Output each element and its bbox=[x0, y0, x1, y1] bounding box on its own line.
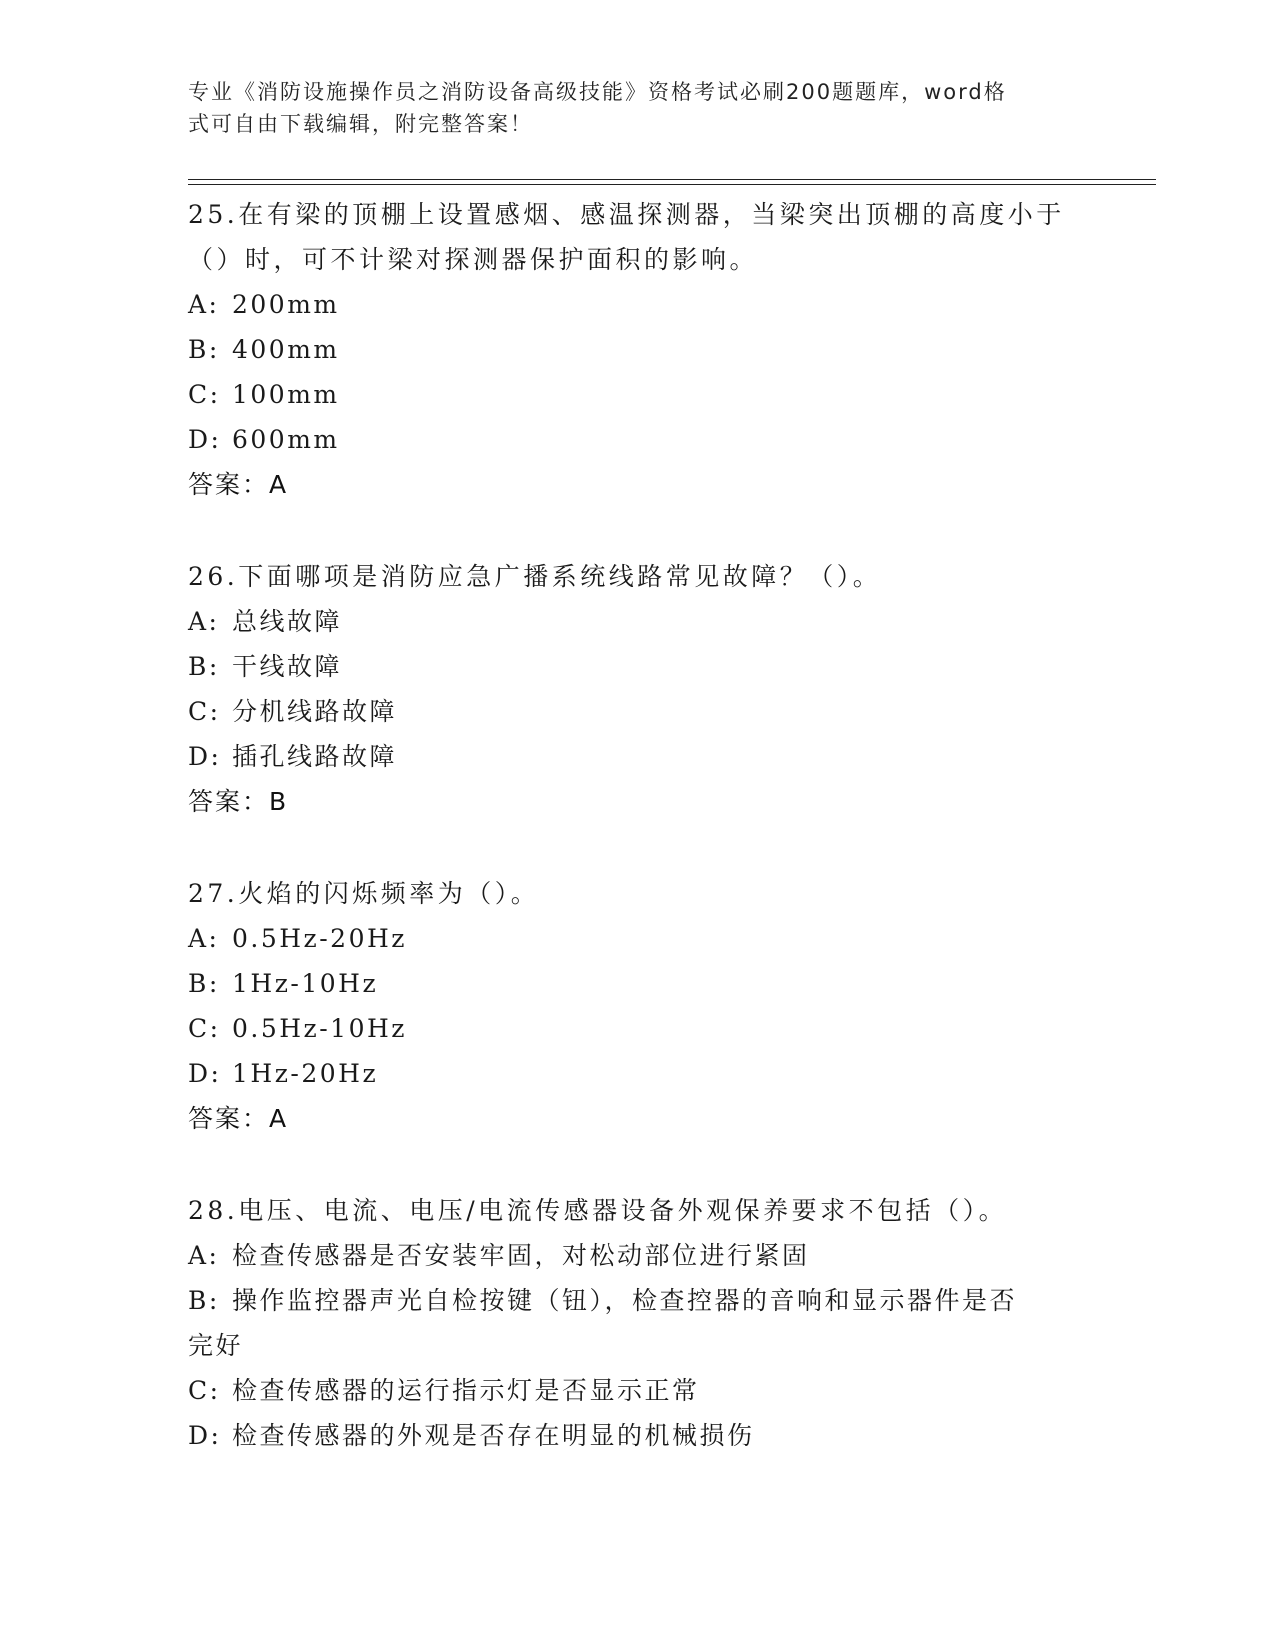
answer-label: 答案：A bbox=[188, 1104, 289, 1133]
option-text: 100mm bbox=[232, 380, 340, 409]
question-text: 27.火焰的闪烁频率为（）。 bbox=[188, 879, 540, 908]
header-line-1: 专业《消防设施操作员之消防设备高级技能》资格考试必刷200题题库，word格 bbox=[188, 80, 1007, 104]
option-text: 分机线路故障 bbox=[232, 697, 398, 726]
option-d bbox=[188, 734, 1088, 779]
question-list bbox=[188, 192, 1088, 1458]
question-text: 28.电压、电流、电压/电流传感器设备外观保养要求不包括（）。 bbox=[188, 1196, 1008, 1225]
option-b bbox=[188, 1278, 1088, 1323]
question-25 bbox=[188, 192, 1088, 507]
option-b bbox=[188, 327, 1088, 372]
question-28 bbox=[188, 1188, 1088, 1458]
question-spacer bbox=[188, 507, 1088, 554]
option-text: 检查传感器是否安装牢固，对松动部位进行紧固 bbox=[232, 1241, 810, 1270]
option-text: 200mm bbox=[232, 290, 340, 319]
option-text: 600mm bbox=[232, 425, 340, 454]
question-spacer bbox=[188, 824, 1088, 871]
option-letter: D: bbox=[188, 1059, 222, 1088]
option-letter: D: bbox=[188, 742, 222, 771]
option-letter: C: bbox=[188, 1014, 221, 1043]
option-text: 检查传感器的外观是否存在明显的机械损伤 bbox=[232, 1421, 755, 1450]
option-letter: A: bbox=[188, 290, 220, 319]
option-text: 插孔线路故障 bbox=[232, 742, 398, 771]
option-text: 1Hz-20Hz bbox=[232, 1059, 379, 1088]
header-divider-bottom bbox=[188, 184, 1156, 185]
header-divider-top bbox=[188, 179, 1156, 180]
option-letter: A: bbox=[188, 1241, 220, 1270]
option-text: 操作监控器声光自检按键（钮），检查控器的音响和显示器件是否 bbox=[232, 1286, 1018, 1315]
option-a bbox=[188, 599, 1088, 644]
option-d bbox=[188, 1051, 1088, 1096]
question-text: 25.在有梁的顶棚上设置感烟、感温探测器，当梁突出顶棚的高度小于 bbox=[188, 200, 1065, 229]
answer-label: 答案：B bbox=[188, 787, 289, 816]
option-text: 总线故障 bbox=[232, 607, 343, 636]
option-text: 0.5Hz-10Hz bbox=[232, 1014, 407, 1043]
option-c bbox=[188, 372, 1088, 417]
question-27 bbox=[188, 871, 1088, 1141]
option-letter: D: bbox=[188, 1421, 222, 1450]
question-spacer bbox=[188, 1141, 1088, 1188]
option-d bbox=[188, 1413, 1088, 1458]
question-text: 26.下面哪项是消防应急广播系统线路常见故障？（）。 bbox=[188, 562, 882, 591]
option-letter: A: bbox=[188, 607, 220, 636]
option-d bbox=[188, 417, 1088, 462]
option-c bbox=[188, 689, 1088, 734]
option-letter: B: bbox=[188, 652, 220, 681]
question-text-cont: （）时，可不计梁对探测器保护面积的影响。 bbox=[188, 245, 759, 274]
option-b bbox=[188, 644, 1088, 689]
option-letter: B: bbox=[188, 1286, 220, 1315]
option-text: 1Hz-10Hz bbox=[232, 969, 379, 998]
header-line-2: 式可自由下载编辑，附完整答案！ bbox=[188, 112, 533, 136]
option-a bbox=[188, 916, 1088, 961]
option-letter: C: bbox=[188, 1376, 221, 1405]
option-b bbox=[188, 961, 1088, 1006]
option-text: 干线故障 bbox=[232, 652, 343, 681]
option-text-cont: 完好 bbox=[188, 1331, 244, 1360]
option-c bbox=[188, 1006, 1088, 1051]
option-letter: C: bbox=[188, 380, 221, 409]
option-text: 0.5Hz-20Hz bbox=[232, 924, 407, 953]
option-letter: C: bbox=[188, 697, 221, 726]
answer-label: 答案：A bbox=[188, 470, 289, 499]
document-header bbox=[188, 76, 1088, 140]
option-letter: B: bbox=[188, 335, 220, 364]
option-letter: A: bbox=[188, 924, 220, 953]
option-c bbox=[188, 1368, 1088, 1413]
option-a bbox=[188, 1233, 1088, 1278]
question-26 bbox=[188, 554, 1088, 824]
option-letter: B: bbox=[188, 969, 220, 998]
option-letter: D: bbox=[188, 425, 222, 454]
option-a bbox=[188, 282, 1088, 327]
option-b-cont bbox=[188, 1323, 1088, 1368]
option-text: 检查传感器的运行指示灯是否显示正常 bbox=[232, 1376, 700, 1405]
option-text: 400mm bbox=[232, 335, 340, 364]
